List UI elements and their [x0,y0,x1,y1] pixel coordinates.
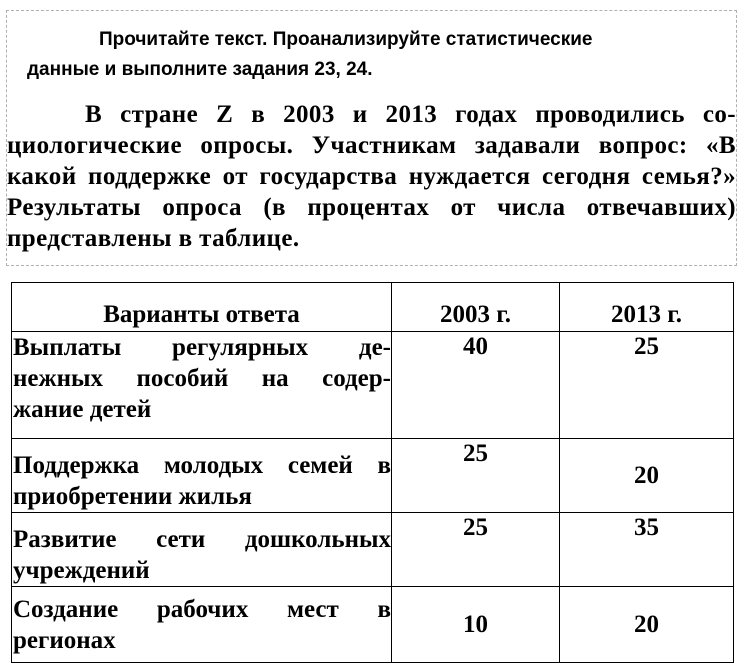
task-instruction [7,25,736,85]
value-2013: 20 [560,439,734,513]
instruction-line: данные и выполните задания 23, 24. [27,59,373,80]
passage-line: какой поддержке от государства нуждается сегодня семья?» [7,163,736,190]
option-cell [12,439,392,513]
passage-text [7,99,736,254]
option-line: Поддержка молодых семей в [13,452,391,479]
option-line: Развитие сети дошкольных [13,526,391,553]
option-line: жание детей [13,396,152,423]
value-2013: 35 [560,513,734,587]
option-line: Выплаты регулярных де- [13,334,391,361]
option-cell [12,332,392,439]
value-2003: 25 [392,439,560,513]
table-row [12,587,734,663]
survey-table [11,282,734,663]
header-options: Варианты ответа [12,283,392,332]
passage-line: представлены в таблице. [7,225,300,252]
passage-line: циологические опросы. Участникам задавали вопрос: «В [7,132,736,159]
option-line: приобретении жилья [13,483,252,510]
text-block [6,10,737,266]
option-cell [12,587,392,663]
value-2003: 40 [392,332,560,439]
instruction-line: Прочитайте текст. Проанализируйте статистические [99,29,593,50]
header-2013: 2013 г. [560,283,734,332]
option-line: нежных пособий на содер- [13,365,391,392]
value-2003: 10 [392,587,560,663]
table-row [12,332,734,439]
table-header-row [12,283,734,332]
option-line: учреждений [13,557,150,584]
table-row [12,439,734,513]
value-2013: 20 [560,587,734,663]
option-cell [12,513,392,587]
value-2013: 25 [560,332,734,439]
value-2003: 25 [392,513,560,587]
option-line: Создание рабочих мест в [13,595,391,623]
passage-line: В стране Z в 2003 и 2013 годах проводились со- [85,101,736,128]
passage-line: Результаты опроса (в процентах от числа отвечавших) [7,194,736,221]
table-row [12,513,734,587]
option-line: регионах [13,626,116,654]
header-2003: 2003 г. [392,283,560,332]
